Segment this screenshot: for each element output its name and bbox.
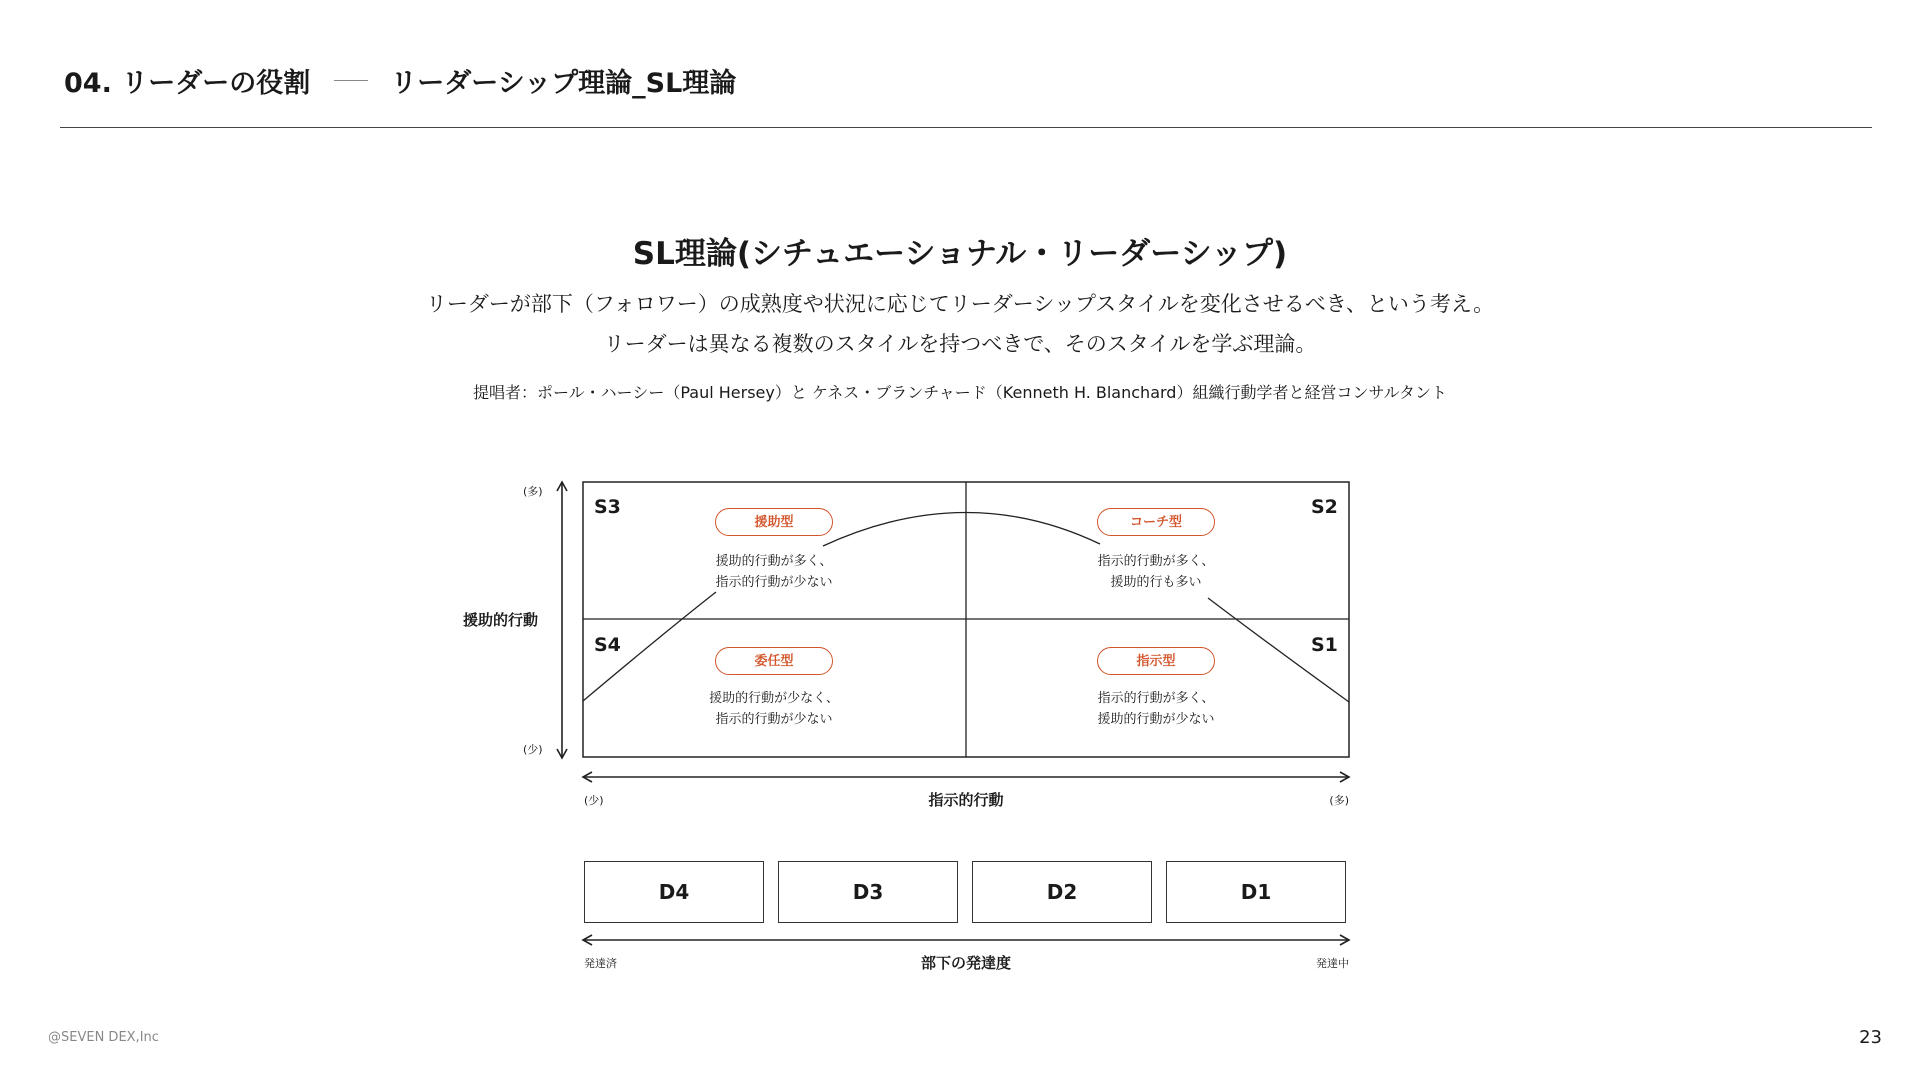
quadrant-desc-s1 (1056, 688, 1256, 730)
y-axis-high: (多) (523, 485, 543, 498)
copyright: @SEVEN DEX,Inc (48, 1030, 159, 1045)
style-pill-direct: 指示型 (1097, 647, 1215, 675)
x-axis-high: (多) (1329, 794, 1349, 807)
x-axis-label: 指示的行動 (928, 791, 1004, 809)
proposer-line: 提唱者：ポール・ハーシー（Paul Hersey）と ケネス・ブランチャード（Kenneth H. Blanchard）組織行動学者と経営コンサルタント (472, 383, 1448, 402)
development-axis-label: 部下の発達度 (920, 954, 1011, 972)
style-pill-support: 援助型 (715, 508, 833, 536)
quadrant-desc-s3 (674, 551, 874, 593)
description-line-2: リーダーは異なる複数のスタイルを持つべきで、そのスタイルを学ぶ理論。 (603, 332, 1317, 356)
development-stage-d3: D3 (778, 861, 958, 923)
x-axis-low: (少) (584, 794, 604, 807)
development-stage-d1: D1 (1166, 861, 1346, 923)
quadrant-desc-s1-line1: 指示的行動が多く、 (1097, 691, 1215, 706)
quadrant-code-s4: S4 (594, 634, 621, 656)
style-pill-delegate: 委任型 (715, 647, 833, 675)
quadrant-desc-s4 (674, 688, 874, 730)
development-left-label: 発達済 (584, 957, 617, 970)
quadrant-desc-s4-line1: 援助的行動が少なく、 (709, 691, 839, 706)
development-right-label: 発達中 (1316, 957, 1349, 970)
y-axis-label: 援助的行動 (463, 611, 539, 629)
development-stage-d4: D4 (584, 861, 764, 923)
quadrant-desc-s3-line2: 指示的行動が少ない (715, 575, 833, 590)
quadrant-desc-s2-line2: 援助的行も多い (1110, 575, 1202, 590)
quadrant-code-s1: S1 (1311, 634, 1338, 656)
quadrant-desc-s2 (1056, 551, 1256, 593)
development-stage-d2: D2 (972, 861, 1152, 923)
leadership-curve-top (823, 512, 1100, 546)
description-line-1: リーダーが部下（フォロワー）の成熟度や状況に応じてリーダーシップスタイルを変化させるべき、という考え。 (425, 292, 1495, 316)
quadrant-desc-s3-line1: 援助的行動が多く、 (715, 554, 833, 569)
quadrant-desc-s2-line1: 指示的行動が多く、 (1097, 554, 1215, 569)
quadrant-code-s2: S2 (1311, 496, 1338, 518)
section-subtitle: リーダーシップ理論_SL理論 (390, 67, 737, 99)
style-pill-coach: コーチ型 (1097, 508, 1215, 536)
quadrant-code-s3: S3 (594, 496, 621, 518)
section-title: 04. リーダーの役割 (64, 67, 311, 99)
page-number: 23 (1859, 1027, 1882, 1048)
main-title: SL理論(シチュエーショナル・リーダーシップ) (632, 236, 1288, 272)
y-axis-low: (少) (523, 743, 543, 756)
quadrant-desc-s1-line2: 援助的行動が少ない (1097, 712, 1215, 727)
quadrant-desc-s4-line2: 指示的行動が少ない (715, 712, 833, 727)
